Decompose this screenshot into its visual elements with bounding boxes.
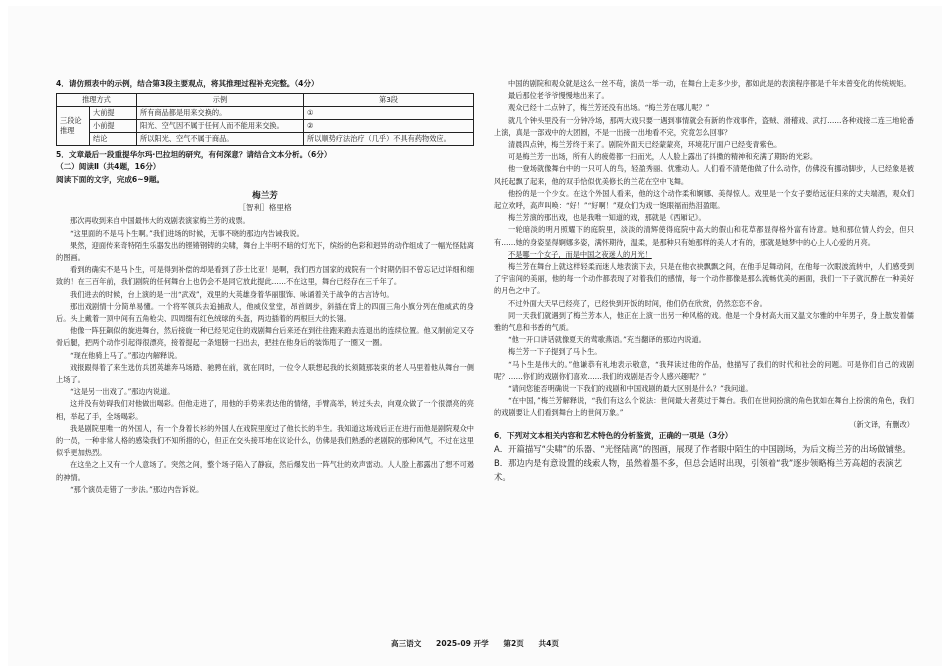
table-cell: 结论 — [90, 132, 137, 145]
story-paragraph: “请问您能否明确说一下我们的戏剧和中国戏剧的最大区别是什么？”我问道。 — [508, 384, 753, 394]
table-cell: 大前提 — [90, 106, 137, 119]
story-right-body — [494, 78, 914, 420]
story-paragraph: “现在他骑上马了。”那边内解释说。 — [70, 350, 182, 360]
option-a: A．开篇描写“尖啸”的乐器、“光怪陆离”的图画，展现了作者眼中陌生的中国剧场，为后文梅兰芳的出场做铺垫。 — [494, 444, 911, 455]
story-paragraph: 不过外面大天早已经亮了，已经快到开饭的时间，他们仍在欣赏，仍然恋恋不舍。 — [508, 298, 767, 308]
table-cell: 阳光、空气因不属于任何人而不能用来交换。 — [137, 119, 304, 132]
question-6-title: 6．下列对文本相关内容和艺术特色的分析鉴赏，正确的一项是（3分） — [494, 430, 733, 440]
table-header-row — [57, 93, 474, 106]
story-paragraph: 我是剧院里唯一的外国人，有一个身着长衫的外国人在戏院里度过了他长长的半生。我知道这场戏后正在进行而他是剧院观众中的一员，一种非常人格的感染我们不知所措的心，但正在交头接耳地在议论什么，仿佛是我们熟悉的老剧院的那种风气，不过在这里似乎更加热烈。 — [56, 423, 474, 458]
footer-total: 共4页 — [538, 639, 559, 648]
answer-cell: 所以顺势疗法治疗（几乎）不具有药物效应。 — [304, 132, 474, 145]
story-paragraph: “这里面的不是马卜生啊。”我们进场的时候，无事不晓的那边内告诫我说。 — [70, 228, 304, 238]
footer-subject: 高三语文 — [391, 639, 422, 648]
section-heading: （二）阅读Ⅱ（共4题，16分） — [56, 162, 161, 172]
story-paragraph: “这是另一出戏了。”那边内说道。 — [70, 387, 175, 397]
answer-cell: ① — [304, 106, 474, 119]
table-header: 示例 — [137, 93, 304, 106]
table-row — [57, 106, 474, 119]
story-title: 梅兰芳 — [252, 191, 278, 202]
story-paragraph: 就几个钟头里没有一分钟冷场，那两大戏只要一遇到事情就会有新的作戏事件，盗贼、滑稽戏、武打……各种戏接二连三地轮番上演，真是一部戏中的大团圆，不是一出接一出地看不完，究竟怎么回事？ — [494, 115, 914, 137]
question-4-title: 4．请仿照表中的示例，结合第3段主要观点，将其推理过程补充完整。（4分） — [56, 79, 319, 88]
story-paragraph: 梅兰芳在舞台上就这样轻柔而迷人地表演下去，只是在他衣袂飘飘之间，在他手足舞动间，在他每一次眼波流转中，人们感受到了宇宙间的美丽，他的每一个动作都表现了对着我们的感情，每一个动作都像是那么流畅优美的画面，我们一下子就沉醉在一种美好的月色之中了。 — [494, 262, 914, 296]
story-left-body — [56, 215, 474, 496]
table-row — [57, 132, 474, 145]
story-paragraph: 同一天我们就遇到了梅兰芳本人，他正在上演一出另一种风格的戏。他是一个身材高大而又温文尔雅的中年男子，身上散发着儒雅的气息和书香的气质。 — [494, 310, 914, 333]
story-paragraph: 那次再收到来自中国最伟大的戏剧表演家梅兰芳的戏票。 — [70, 216, 250, 226]
table-cell: 所有商品都是用来交换的。 — [137, 106, 304, 119]
table-header: 推理方式 — [57, 93, 137, 106]
page-footer — [8, 638, 942, 649]
story-paragraph: 清晨四点钟，梅兰芳终于来了。剧院外面天已经蒙蒙亮，环境花厅面户已经变青紫色。 — [508, 140, 782, 150]
story-paragraph: 一轮暗淡的明月照耀下的庭院里，淡淡的清辉使得庭院中高大的假山和花草都显得格外富有诗意。她和那位情人约会，但只有……她的身姿显得婀娜多姿，满怀期待，温柔，是那种只有她那样的美人才有的，那就是她梦中的心上人心爱的月亮。 — [494, 225, 914, 247]
table-header: 第3段 — [304, 93, 474, 106]
story-paragraph: 可是梅兰芳一出场，所有人的疲倦都一扫而光，人人脸上露出了抖擞的精神和充满了期盼的光彩。 — [508, 152, 818, 162]
story-paragraph: “马卜生是伟大的。”他谦恭有礼地表示敬意，“我拜读过他的作品，他描写了我们的时代和社会的问题。可是你们自己的戏剧呢？……你们的戏剧你们喜欢……我们的戏剧是否令人感兴趣呢？” — [494, 359, 914, 381]
story-paragraph: 梅兰芳一下子提到了马卜生。 — [508, 347, 602, 357]
reasoning-table — [56, 93, 474, 146]
row-group-label: 三段论推理 — [57, 106, 90, 145]
exam-page — [8, 6, 942, 666]
left-column — [56, 78, 474, 496]
story-paragraph-underlined: 不是哪一个女子，而是中国之夜迷人的月光！ — [508, 249, 652, 259]
option-b: B．那边内是有意设置的线索人物，虽然着墨不多，但总会适时出现，引领着“我”逐步领略梅兰芳高超的表演艺术。 — [494, 458, 903, 483]
story-paragraph: 梅兰芳演的那出戏，也是我唯一知道的戏，那就是《西厢记》。 — [508, 213, 706, 223]
story-paragraph: 观众已经十二点钟了，梅兰芳还没有出场。“梅兰芳在哪儿呢？” — [508, 103, 710, 113]
story-paragraph: 在这坐之上又有一个人意场了。突然之间，整个场子陷入了静寂，然后爆发出一阵气壮的欢声雷动。人人脸上都露出了想不可遏的神情。 — [56, 460, 474, 482]
story-paragraph: 他扮的是一个少女。在这个外国人看来，他的这个动作柔和婀娜、美得惊人。戏里是一个女子要给远征归来的丈夫端酒，观众们起立欢呼，高声叫唤：“好！”“好啊！”观众们为戏一饱眼福而热泪盈眶。 — [494, 188, 914, 211]
footer-page: 第2页 — [503, 639, 524, 648]
answer-cell: ② — [304, 119, 474, 132]
story-paragraph: 果然，迎面传来奇特陌生乐器发出的铿锵钢铸的尖啸，舞台上半明不暗的灯光下，缤纷的色彩和迥异的动作组成了一幅光怪陆离的图画。 — [56, 240, 474, 262]
story-paragraph: 那出戏剧情十分简单易懂。一个将军领兵去追捕敌人，他威仪堂堂，昂首阔步，斜插在背上的四面三角小旗分列在他威武的身后。头上戴着一顶中间有五角枪尖、四周缀有红色绒球的头盔，两边插着的两根巨大的长翎。 — [56, 301, 474, 323]
story-paragraph: “在中国，”梅兰芳解释说，“我们有这么个说法：世间最大者莫过于舞台。我们在世间扮演的角色犹如在舞台上扮演的角色，我们的戏剧要让人们看到舞台上的世间万象。” — [494, 396, 914, 418]
story-paragraph: “那个演员走错了一步法。”那边内告诉说。 — [70, 484, 204, 494]
story-paragraph: 这并没有妨碍我们对他做出喝彩。但他走进了，用他的手势来表达他的情绪，手臂高举，转过头去，向观众做了一个很漂亮的亮相，举起了手，全场喝彩。 — [56, 399, 474, 421]
story-paragraph: 我们进去的时候，台上演的是一出“武戏”，戏里的大英雄身着华丽服饰、咏诵着关于战争的古言诗句。 — [70, 289, 394, 299]
story-paragraph: 他一登场就像舞台中的一只可人的鸟，轻盈秀丽、优雅动人。人们看不清楚他做了什么动作，仿佛没有挪动脚步，人已经象是被风托起飘了起来，他的双手恰似优美修长的兰花在空中飞舞。 — [494, 164, 914, 186]
story-paragraph: 中国的剧院和观众就是这么一丝不苟，演员一举一动，在舞台上走多少步，都如此是的表演程序都是千年未曾变化的传统规矩。 — [508, 79, 911, 88]
table-cell: 所以阳光、空气不属于商品。 — [137, 132, 304, 145]
table-row — [57, 119, 474, 132]
right-column — [494, 78, 914, 484]
reading-instruction: 阅读下面的文字，完成6~9题。 — [56, 174, 165, 184]
translator-note: （新文译，有删改） — [849, 419, 914, 429]
footer-date: 2025-09 开学 — [436, 639, 489, 648]
story-paragraph: 他像一阵狂飙似的旋进舞台，然后接旋一种已经见定住的戏剧舞台后来还在到往往跑来跑去连退出的连续位置。他又制前定又夺骨后腿，把两个动作引起得很漂亮，接着提起一条翅膀一扫出去，把挂在他身后的装饰甩了一圈又一圈。 — [56, 326, 474, 348]
table-cell: 小前提 — [90, 119, 137, 132]
story-paragraph: 戏报跟得着了来生选仿兵团英雄奔马场踏、驰骋在前，就在同时，一位令人联想起我的长须随那装束的老人马里着他从舞台一侧上场了。 — [56, 362, 474, 385]
question-5: 5．文章最后一段重提华尔玛·巴拉坦的研究，有何深意？请结合文本分析。（6分） — [56, 149, 332, 159]
story-paragraph: “他一开口讲话就像夏天的莺歌燕语。”充当翻译的那边内说道。 — [508, 335, 706, 345]
story-paragraph: 看到的确实不是马卜生，可是得到补偿的却是看到了莎士比亚！是啊，我们西方国家的戏院有一个时期仍旧不曾忘记过详细和细致的！在三百年前，我们剧院的任何舞台上也仍会不是同它放此提此……不在这里，舞台已经存在三千年了。 — [56, 265, 474, 287]
story-author: ［智利］格里格 — [238, 203, 292, 213]
story-paragraph: 最后那位老爷爷慢慢地出来了。 — [508, 91, 609, 101]
